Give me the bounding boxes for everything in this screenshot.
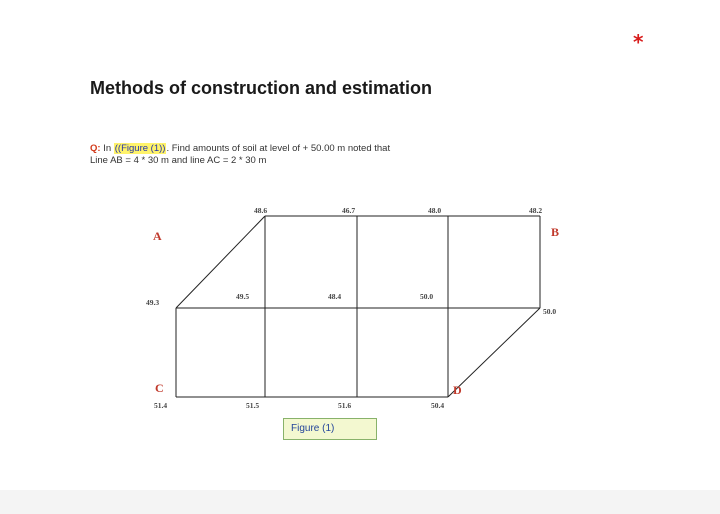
- level-bot-2: 51.5: [246, 401, 260, 410]
- point-d-label: D: [453, 383, 462, 397]
- level-top-1: 48.6: [254, 206, 268, 215]
- grid-line-diagonal-right: [448, 308, 540, 397]
- level-bot-3: 51.6: [338, 401, 352, 410]
- level-mid-3: 50.0: [420, 292, 434, 301]
- question-line-2: Line AB = 4 * 30 m and line AC = 2 * 30 m: [90, 155, 267, 166]
- question-text-before: In: [100, 143, 114, 154]
- level-bot-1: 51.4: [154, 401, 168, 410]
- level-mid-2: 48.4: [328, 292, 342, 301]
- level-top-4: 48.2: [529, 206, 543, 215]
- question-text-after: . Find amounts of soil at level of + 50.00 m noted that: [166, 143, 391, 154]
- point-a-label: A: [153, 229, 162, 243]
- grid-lines: [176, 216, 540, 397]
- page-title: Methods of construction and estimation: [90, 78, 433, 98]
- level-mid-left: 49.3: [146, 298, 160, 307]
- level-mid-right: 50.0: [543, 307, 557, 316]
- level-top-3: 48.0: [428, 206, 442, 215]
- level-bot-4: 50.4: [431, 401, 445, 410]
- star-mark: *: [633, 30, 644, 54]
- question-marker: Q:: [90, 143, 101, 154]
- point-c-label: C: [155, 381, 164, 395]
- figure-reference: ((Figure (1)): [114, 143, 166, 154]
- point-b-label: B: [551, 225, 560, 239]
- figure-caption: Figure (1): [283, 418, 377, 440]
- level-mid-1: 49.5: [236, 292, 250, 301]
- grid-line-diagonal-left: [176, 216, 265, 308]
- level-top-2: 46.7: [342, 206, 356, 215]
